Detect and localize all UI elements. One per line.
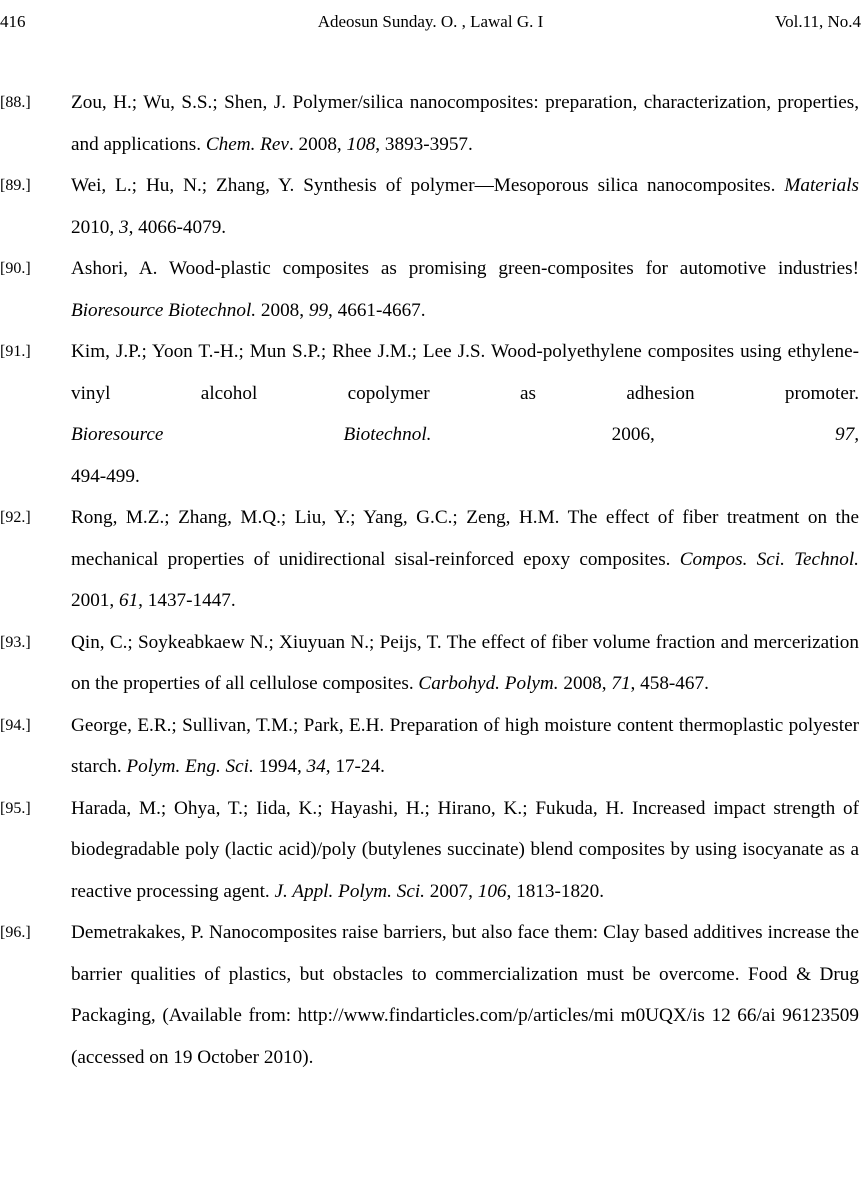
running-header bbox=[0, 12, 861, 40]
reference-segment: Ashori, A. Wood-plastic composites as promising green-composites for automotive industries! bbox=[71, 258, 859, 279]
reference-item bbox=[0, 622, 861, 705]
reference-italic-segment: 106 bbox=[477, 880, 507, 902]
reference-segment: George, E.R.; Sullivan, T.M.; Park, E.H. Preparation of high moisture content thermoplastic polyester starch. bbox=[71, 714, 859, 777]
reference-text bbox=[71, 248, 859, 331]
reference-item bbox=[0, 788, 861, 913]
reference-text bbox=[71, 705, 859, 788]
reference-italic-segment: Chem. Rev bbox=[205, 133, 289, 155]
reference-segment: 2006, bbox=[611, 424, 655, 445]
reference-italic-segment: 3 bbox=[118, 216, 129, 238]
reference-segment: , 17-24. bbox=[325, 756, 385, 777]
reference-segment: , 458-467. bbox=[630, 673, 709, 694]
reference-number: [93.] bbox=[0, 633, 31, 651]
reference-italic-segment: 99 bbox=[308, 299, 329, 321]
reference-text bbox=[71, 331, 859, 497]
reference-segment: Demetrakakes, P. Nanocomposites raise barriers, but also face them: Clay based additives increase the barrier qualities of plastics, but obstacles to commercialization must be overcome. Food & Drug Packaging, (Available from: http://www.findarticles.com/p/articles/mi m0UQX/is 12 66/ai 96123509 (accessed on 19 October 2010). bbox=[71, 922, 859, 1068]
reference-item bbox=[0, 912, 861, 1078]
reference-number: [88.] bbox=[0, 94, 31, 111]
reference-segment: 2010, bbox=[71, 216, 119, 238]
reference-italic-segment: 61 bbox=[118, 590, 139, 611]
reference-text bbox=[71, 165, 859, 248]
reference-segment: , 1813-1820. bbox=[506, 880, 605, 902]
reference-text bbox=[71, 622, 859, 705]
reference-italic-segment: 97, bbox=[835, 424, 859, 445]
reference-segment: Zou, H.; Wu, S.S.; Shen, J. Polymer/silica nanocomposites: preparation, characterization, properties, and applications. bbox=[71, 92, 859, 155]
reference-item bbox=[0, 331, 861, 497]
reference-segment: 2001, bbox=[71, 590, 119, 611]
reference-item bbox=[0, 165, 861, 248]
reference-number: [89.] bbox=[0, 177, 31, 194]
reference-italic-segment: J. Appl. Polym. Sci. bbox=[274, 880, 425, 902]
reference-italic-segment: Compos. Sci. Technol. bbox=[679, 548, 859, 570]
reference-number: [90.] bbox=[0, 260, 31, 277]
reference-segment: Qin, C.; Soykeabkaew N.; Xiuyuan N.; Peijs, T. The effect of fiber volume fraction and mercerization on the properties of all cellulose composites. bbox=[71, 631, 859, 694]
reference-italic-segment: Bioresource bbox=[71, 424, 164, 445]
reference-text bbox=[71, 788, 859, 913]
reference-segment: . 2008, bbox=[288, 133, 347, 155]
reference-text bbox=[71, 912, 859, 1078]
reference-segment: Harada, M.; Ohya, T.; Iida, K.; Hayashi, H.; Hirano, K.; Fukuda, H. Increased impact strength of biodegradable poly (lactic acid)/poly (butylenes succinate) blend composites by using isocyanate as a reactive processing agent. bbox=[71, 797, 859, 902]
reference-segment: 2008, bbox=[256, 299, 309, 321]
reference-segment: , 4066-4079. bbox=[128, 216, 227, 238]
reference-segment: , 4661-4667. bbox=[328, 299, 426, 321]
reference-segment: 494-499. bbox=[71, 465, 140, 487]
reference-item bbox=[0, 705, 861, 788]
reference-item bbox=[0, 82, 861, 165]
reference-number: [96.] bbox=[0, 924, 31, 941]
reference-italic-segment: Carbohyd. Polym. bbox=[418, 673, 559, 694]
header-volume: Vol.11, No.4 bbox=[775, 12, 861, 31]
reference-segment: 2008, bbox=[558, 673, 612, 694]
page-number: 416 bbox=[0, 12, 26, 31]
reference-segment: 1994, bbox=[253, 756, 307, 777]
reference-number: [92.] bbox=[0, 509, 31, 526]
reference-segment: , 3893-3957. bbox=[375, 133, 473, 155]
reference-segment: , 1437-1447. bbox=[138, 590, 236, 611]
reference-item bbox=[0, 248, 861, 331]
reference-text bbox=[71, 497, 859, 622]
reference-text bbox=[71, 82, 859, 165]
reference-italic-segment: Biotechnol. bbox=[343, 424, 432, 445]
reference-segment: Kim, J.P.; Yoon T.-H.; Mun S.P.; Rhee J.M.; Lee J.S. Wood-polyethylene composites using ethylene-vinyl alcohol copolymer as adhesion promoter. bbox=[71, 341, 859, 404]
reference-segment: 2007, bbox=[424, 880, 478, 902]
reference-italic-segment: 34 bbox=[306, 756, 326, 777]
reference-number: [95.] bbox=[0, 799, 31, 817]
reference-number: [91.] bbox=[0, 343, 31, 360]
reference-italic-segment: 71 bbox=[611, 673, 631, 694]
reference-number: [94.] bbox=[0, 716, 31, 734]
reference-segment: Wei, L.; Hu, N.; Zhang, Y. Synthesis of polymer—Mesoporous silica nanocomposites. bbox=[71, 175, 785, 196]
reference-segment: Rong, M.Z.; Zhang, M.Q.; Liu, Y.; Yang, G.C.; Zeng, H.M. The effect of fiber treatment on the mechanical properties of unidirectional sisal-reinforced epoxy composites. bbox=[71, 507, 859, 570]
reference-italic-segment: Materials bbox=[784, 175, 859, 196]
header-authors: Adeosun Sunday. O. , Lawal G. I bbox=[317, 12, 544, 31]
reference-item bbox=[0, 497, 861, 622]
reference-italic-segment: Polym. Eng. Sci. bbox=[126, 756, 254, 777]
reference-italic-segment: Bioresource Biotechnol. bbox=[71, 299, 257, 321]
reference-italic-segment: 108 bbox=[346, 133, 376, 155]
reference-list bbox=[0, 82, 861, 1078]
